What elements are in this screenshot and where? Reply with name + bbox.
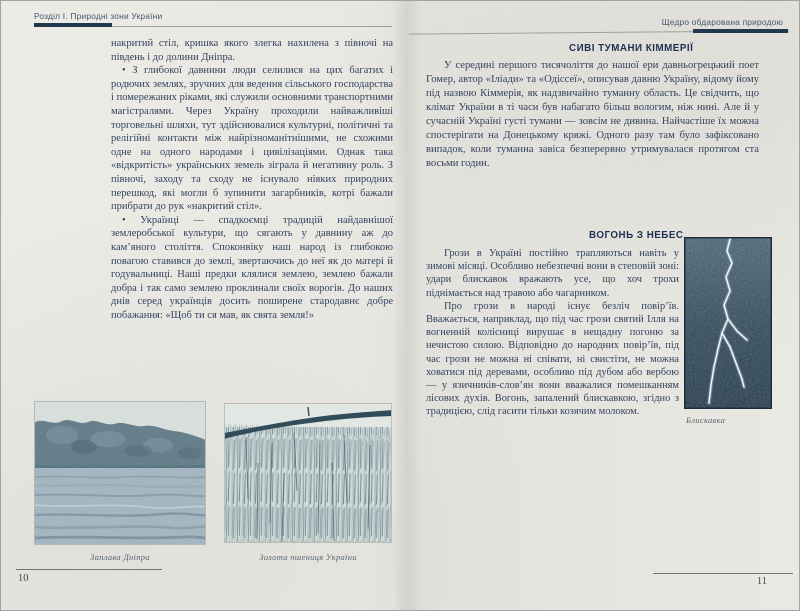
section-title-fire: ВОГОНЬ З НЕБЕС — [589, 230, 684, 241]
footer-rule-right — [653, 573, 793, 574]
section-title-fogs: СИВІ ТУМАНИ КІММЕРІЇ — [569, 43, 694, 54]
footer-rule-left — [16, 569, 162, 570]
left-body-text — [111, 37, 393, 322]
body-paragraph: Грози в Україні постійно трапляються навіть у зимові місяці. Особливо небезпечні вони в степовій зоні: удари блискавок вражають усе, що хоч трохи піднімається над травою або чагарником. — [426, 248, 679, 299]
header-rule-accent-left — [34, 23, 112, 27]
running-head-right: Щедро обдарована природою — [661, 17, 783, 27]
body-paragraph: накритий стіл, кришка якого злегка нахилена з півночі на південь і до долини Дніпра. — [111, 38, 393, 63]
body-paragraph: У середині першого тисячоліття до нашої ери давньогрецький поет Гомер, автор «Іліади» та «Одіссеї», описував давню Україну, відому йому під назвою Кіммерія, як надзвичайно туманну область. Це свідчить, що клімат України в ті часи був набагато більш вологим, ніж нині. Але й у сучасній Україні густі тумани — зовсім не дивина. Найчастіше їх можна спостерігати на Донецькому кряжі. Одного разу там було зафіксовано випадок, коли туманна завіса безперервно утримувалася протягом ста восьми годин. — [426, 60, 759, 169]
wheat-field-photo — [224, 403, 392, 543]
lightning-photo — [684, 237, 772, 409]
body-paragraph: • Українці — спадкоємці традицій найдавнішої землеробської культури, що сягають у давнину аж до кам’яного століття. Споконвіку наш народ із глибокою повагою ставився до землі, звертаючись до неї як до матері й годувальниці. Наші предки клялися землею, землею бажали добра і так само землею проклинали своїх ворогів. До наших днів серед українців досить поширене стародавнє добре побажання: «Щоб ти ся мав, як свята земля!» — [111, 214, 393, 321]
body-paragraph: Про грози в народі існує безліч повір’їв. Вважається, наприклад, що під час грози святий Ілля на вогненній колісниці вирушає в нещадну погоню за нечистою силою. Відповідно до народних повір’їв, під час грози не можна ні співати, ні свистіти, не можна ховатися під деревами, особливо під дубом або вербою — у язичників-слов’ян вони вважалися помешканням лісових духів. Вогонь, запалений блискавкою, згідно з традицією, слід гасити тільки козячим молоком. — [426, 300, 679, 418]
header-rule-accent-right — [693, 29, 788, 33]
wheat-photo-caption: Золота пшениця України — [259, 552, 357, 562]
section-fire-text — [426, 247, 679, 419]
body-paragraph: • З глибокої давнини люди селилися на цих багатих і родючих землях, зручних для ведення сільського господарства і помережаних ріками, які служили основними транспортними магістралями. Через Україну проходили найважливіші торговельні шляхи, тут здійснювалися культурні, політичні та релігійні контакти між найрізноманітнішими, не схожими одне на одного народами і цивілізаціями. Однак така «відкритість» українських земель зіграла й негативну роль. З півночі, заходу та сходу не існувало ніяких природних перешкод, які могли б зупинити загарбників, котрі бажали прибрати до рук «накритий стіл». — [111, 65, 393, 213]
section-fogs-text — [426, 59, 759, 171]
running-head-left: Розділ І. Природні зони України — [34, 11, 163, 21]
river-floodplain-photo — [34, 401, 206, 545]
page-number-left: 10 — [18, 573, 29, 584]
river-photo-caption: Заплава Дніпра — [90, 552, 150, 562]
page-number-right: 11 — [756, 576, 767, 587]
left-page — [1, 1, 406, 611]
right-page — [406, 1, 800, 611]
lightning-photo-caption: Блискавка — [686, 415, 726, 425]
